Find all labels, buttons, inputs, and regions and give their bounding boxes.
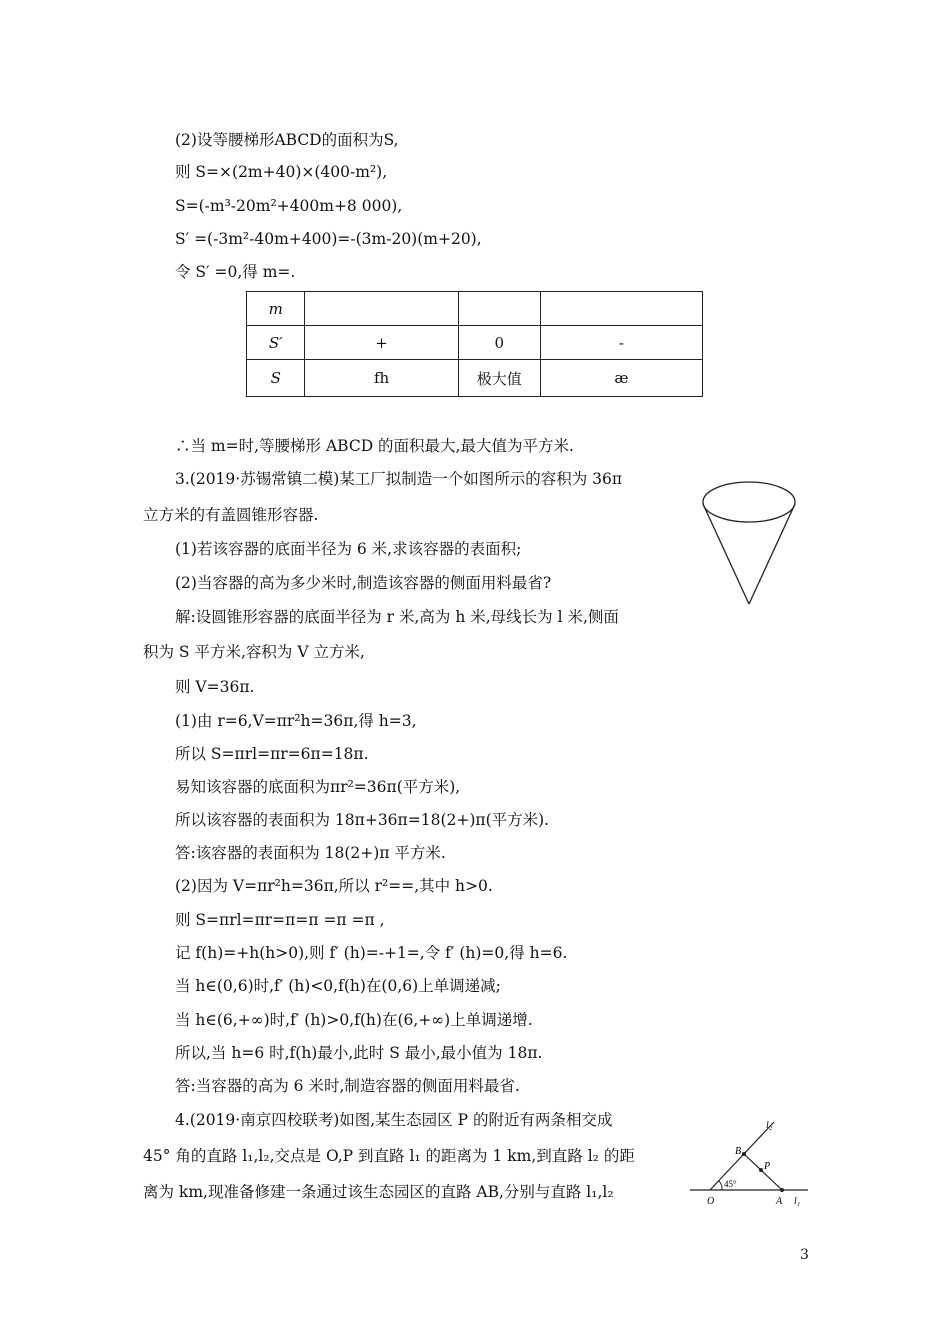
text-line: (1)若该容器的底面半径为 6 米,求该容器的表面积; bbox=[175, 540, 522, 558]
text-line: 则 V=36π. bbox=[175, 678, 255, 696]
text-line: 答:该容器的表面积为 18(2+)π 平方米. bbox=[175, 844, 446, 862]
text-line: S′ =(-3m²-40m+400)=-(3m-20)(m+20), bbox=[175, 230, 482, 248]
label-o: O bbox=[707, 1196, 715, 1207]
text-line: 积为 S 平方米,容积为 V 立方米, bbox=[143, 643, 365, 661]
text-line: 令 S′ =0,得 m=. bbox=[175, 263, 296, 281]
text-line: 4.(2019·南京四校联考)如图,某生态园区 P 的附近有两条相交成 bbox=[175, 1111, 613, 1129]
text-line: 解:设圆锥形容器的底面半径为 r 米,高为 h 米,母线长为 l 米,侧面 bbox=[175, 608, 619, 626]
label-a: A bbox=[776, 1196, 783, 1207]
text-line: (2)设等腰梯形ABCD的面积为S, bbox=[175, 131, 399, 149]
table-cell bbox=[305, 292, 458, 326]
table-cell: + bbox=[305, 326, 458, 360]
table-cell: m bbox=[247, 292, 305, 326]
table-cell: S′ bbox=[247, 326, 305, 360]
cone-figure bbox=[700, 478, 800, 608]
text-line: 当 h∈(0,6)时,f′ (h)<0,f(h)在(0,6)上单调递减; bbox=[175, 977, 501, 995]
text-line: (2)因为 V=πr²h=36π,所以 r²==,其中 h>0. bbox=[175, 877, 493, 895]
text-line: 所以 S=πrl=πr=6π=18π. bbox=[175, 745, 369, 763]
text-line: 易知该容器的底面积为πr²=36π(平方米), bbox=[175, 778, 461, 796]
page-number: 3 bbox=[800, 1247, 809, 1263]
table-cell bbox=[540, 292, 702, 326]
text-line: 答:当容器的高为 6 米时,制造容器的侧面用料最省. bbox=[175, 1077, 520, 1095]
text-line: 所以,当 h=6 时,f(h)最小,此时 S 最小,最小值为 18π. bbox=[175, 1044, 543, 1062]
label-l2: l₂ bbox=[766, 1120, 773, 1131]
text-line: ∴当 m=时,等腰梯形 ABCD 的面积最大,最大值为平方米. bbox=[175, 437, 574, 455]
label-l1: l₁ bbox=[794, 1196, 801, 1207]
roads-figure bbox=[690, 1112, 825, 1212]
label-b: B bbox=[735, 1146, 742, 1157]
text-line: 3.(2019·苏锡常镇二模)某工厂拟制造一个如图所示的容积为 36π bbox=[175, 470, 623, 488]
table-cell: 0 bbox=[458, 326, 540, 360]
text-line: (1)由 r=6,V=πr²h=36π,得 h=3, bbox=[175, 712, 417, 730]
text-line: 当 h∈(6,+∞)时,f′ (h)>0,f(h)在(6,+∞)上单调递增. bbox=[175, 1011, 533, 1029]
text-line: 记 f(h)=+h(h>0),则 f′ (h)=-+1=,令 f′ (h)=0,得 h=6. bbox=[175, 944, 568, 962]
table-cell bbox=[458, 292, 540, 326]
text-line: 所以该容器的表面积为 18π+36π=18(2+)π(平方米). bbox=[175, 811, 550, 829]
label-angle: 45° bbox=[724, 1179, 737, 1189]
table-cell: S bbox=[247, 360, 305, 397]
text-line: 则 S=×(2m+40)×(400-m²), bbox=[175, 163, 388, 181]
text-line: (2)当容器的高为多少米时,制造该容器的侧面用料最省? bbox=[175, 574, 552, 592]
table-cell: 极大值 bbox=[458, 360, 540, 397]
table-cell: - bbox=[540, 326, 702, 360]
text-line: 则 S=πrl=πr=π=π =π =π , bbox=[175, 911, 385, 929]
text-line: 立方米的有盖圆锥形容器. bbox=[143, 506, 319, 524]
monotonicity-table bbox=[246, 291, 703, 397]
text-line: 离为 km,现准备修建一条通过该生态园区的直路 AB,分别与直路 l₁,l₂ bbox=[143, 1183, 614, 1201]
label-p: P bbox=[764, 1161, 771, 1172]
table-cell: æ bbox=[540, 360, 702, 397]
text-line: S=(-m³-20m²+400m+8 000), bbox=[175, 197, 403, 215]
table-cell: fh bbox=[305, 360, 458, 397]
text-line: 45° 角的直路 l₁,l₂,交点是 O,P 到直路 l₁ 的距离为 1 km,到直路 l₂ 的距 bbox=[143, 1147, 635, 1165]
